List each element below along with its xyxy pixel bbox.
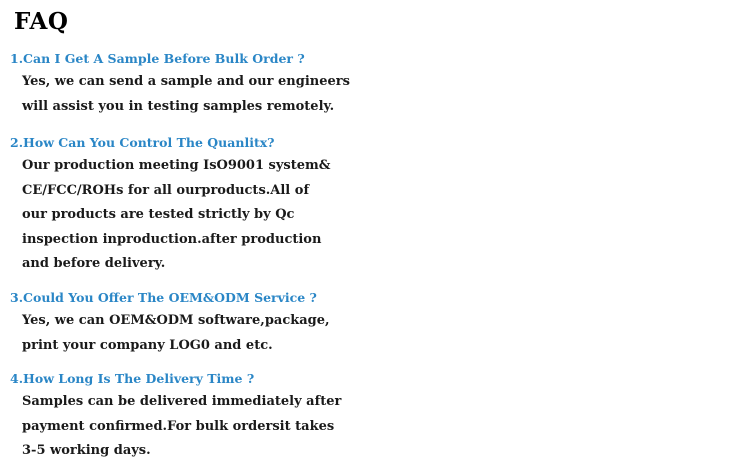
faq-answer: Yes, we can send a sample and our engineers will assist you in testing samples remotely. xyxy=(22,74,350,114)
faq-item-3 xyxy=(10,290,440,358)
faq-question: 2.How Can You Control The Quanlitx? xyxy=(10,135,275,150)
faq-question: 1.Can I Get A Sample Before Bulk Order ? xyxy=(10,51,305,66)
faq-item-2 xyxy=(10,135,440,277)
faq-question: 3.Could You Offer The OEM&ODM Service ? xyxy=(10,290,317,305)
faq-answer: Samples can be delivered immediately after payment confirmed.For bulk ordersit takes 3-5 working days. xyxy=(22,394,342,458)
faq-question: 4.How Long Is The Delivery Time ? xyxy=(10,371,255,386)
faq-answer: Our production meeting IsO9001 system& CE/FCC/ROHs for all ourproducts.All of our products are tested strictly by Qc inspection inproduction.after production and before delivery. xyxy=(22,158,331,271)
faq-item-4 xyxy=(10,371,440,464)
faq-item-1 xyxy=(10,51,440,119)
faq-answer: Yes, we can OEM&ODM software,package, print your company LOG0 and etc. xyxy=(22,313,330,353)
page-title: FAQ xyxy=(14,8,69,35)
